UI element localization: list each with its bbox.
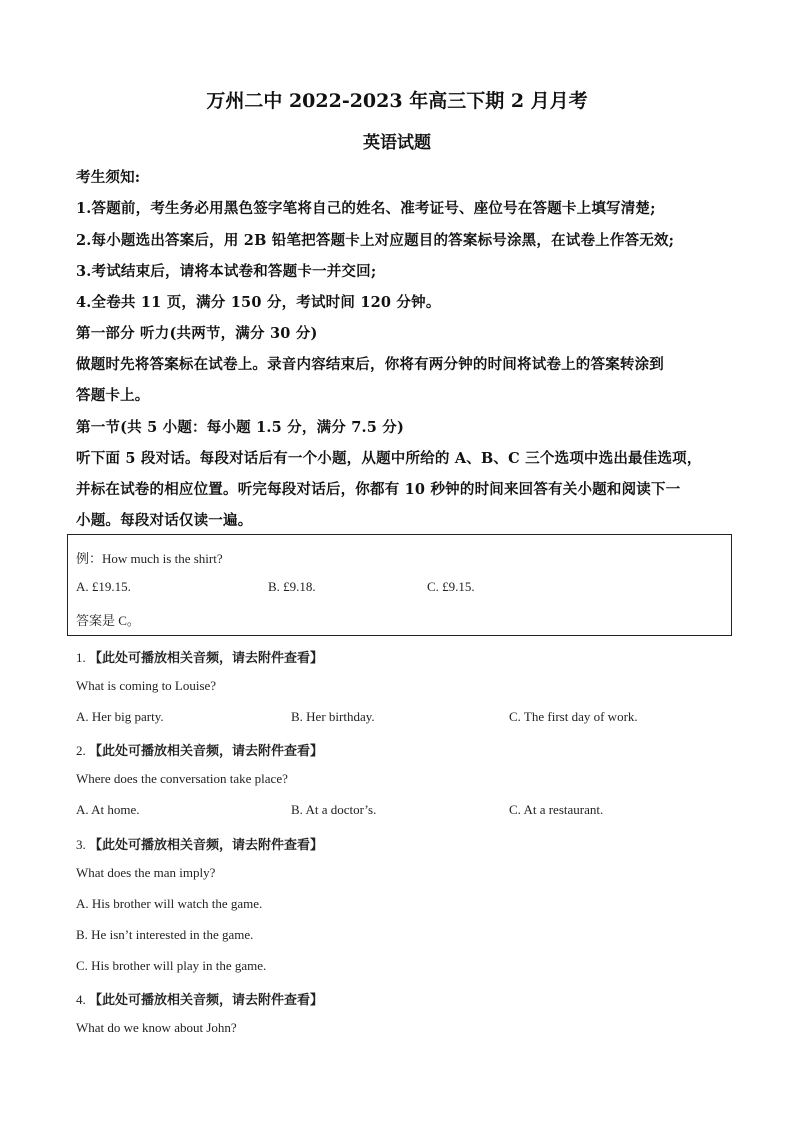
example-option-a: A. £19.15. — [76, 579, 131, 594]
audio-note: 【此处可播放相关音频，请去附件查看】 — [89, 992, 324, 1007]
instruction-item: 2.每小题选出答案后，用 2B 铅笔把答题卡上对应题目的答案标号涂黑，在试卷上作答无效; — [76, 232, 675, 249]
question-text: What does the man imply? — [76, 865, 216, 880]
option-a: A. At home. — [76, 802, 140, 817]
instruction-item: 3.考试结束后，请将本试卷和答题卡一并交回; — [76, 263, 377, 280]
option-a: A. Her big party. — [76, 709, 164, 724]
question-header — [76, 740, 323, 759]
example-box — [67, 534, 732, 636]
page-title: 万州二中 2022-2023 年高三下期 2 月月考 — [206, 90, 588, 112]
question-header — [76, 989, 323, 1008]
page-subtitle: 英语试题 — [363, 133, 431, 153]
audio-note: 【此处可播放相关音频，请去附件查看】 — [89, 837, 324, 852]
instruction-item: 4.全卷共 11 页，满分 150 分，考试时间 120 分钟。 — [76, 294, 441, 311]
audio-note: 【此处可播放相关音频，请去附件查看】 — [89, 650, 324, 665]
instruction-item: 1.答题前，考生务必用黑色签字笔将自己的姓名、准考证号、座位号在答题卡上填写清楚; — [76, 200, 656, 217]
question-number: 2. — [76, 743, 86, 758]
example-question: 例：How much is the shirt? — [76, 551, 223, 566]
example-option-b: B. £9.18. — [268, 579, 316, 594]
question-header — [76, 647, 323, 666]
question-text: What is coming to Louise? — [76, 678, 217, 693]
question-number: 1. — [76, 650, 86, 665]
question-text: Where does the conversation take place? — [76, 771, 288, 786]
part1-desc-line: 做题时先将答案标在试卷上。录音内容结束后，你将有两分钟的时间将试卷上的答案转涂到 — [76, 356, 664, 373]
option-b: B. He isn’t interested in the game. — [76, 927, 254, 942]
option-c: C. At a restaurant. — [509, 802, 604, 817]
audio-note: 【此处可播放相关音频，请去附件查看】 — [89, 743, 324, 758]
part1-desc-line: 答题卡上。 — [76, 387, 150, 404]
example-answer: 答案是 C。 — [76, 613, 140, 628]
question-text: What do we know about John? — [76, 1020, 237, 1035]
option-b: B. At a doctor’s. — [291, 802, 377, 817]
section1-desc-line: 并标在试卷的相应位置。听完每段对话后，你都有 10 秒钟的时间来回答有关小题和阅读下一 — [76, 481, 681, 498]
question-header — [76, 834, 323, 853]
option-c: C. His brother will play in the game. — [76, 958, 267, 973]
option-b: B. Her birthday. — [291, 709, 375, 724]
section1-desc-line: 小题。每段对话仅读一遍。 — [76, 512, 253, 529]
example-option-c: C. £9.15. — [427, 579, 475, 594]
question-number: 4. — [76, 992, 86, 1007]
option-a: A. His brother will watch the game. — [76, 896, 263, 911]
section1-desc-line: 听下面 5 段对话。每段对话后有一个小题，从题中所给的 A、B、C 三个选项中选出最佳选项， — [76, 450, 702, 467]
option-c: C. The first day of work. — [509, 709, 638, 724]
question-number: 3. — [76, 837, 86, 852]
section1-heading: 第一节(共 5 小题：每小题 1.5 分，满分 7.5 分) — [76, 419, 405, 436]
part1-heading: 第一部分 听力(共两节，满分 30 分) — [76, 325, 318, 342]
instructions-heading: 考生须知: — [76, 169, 141, 186]
